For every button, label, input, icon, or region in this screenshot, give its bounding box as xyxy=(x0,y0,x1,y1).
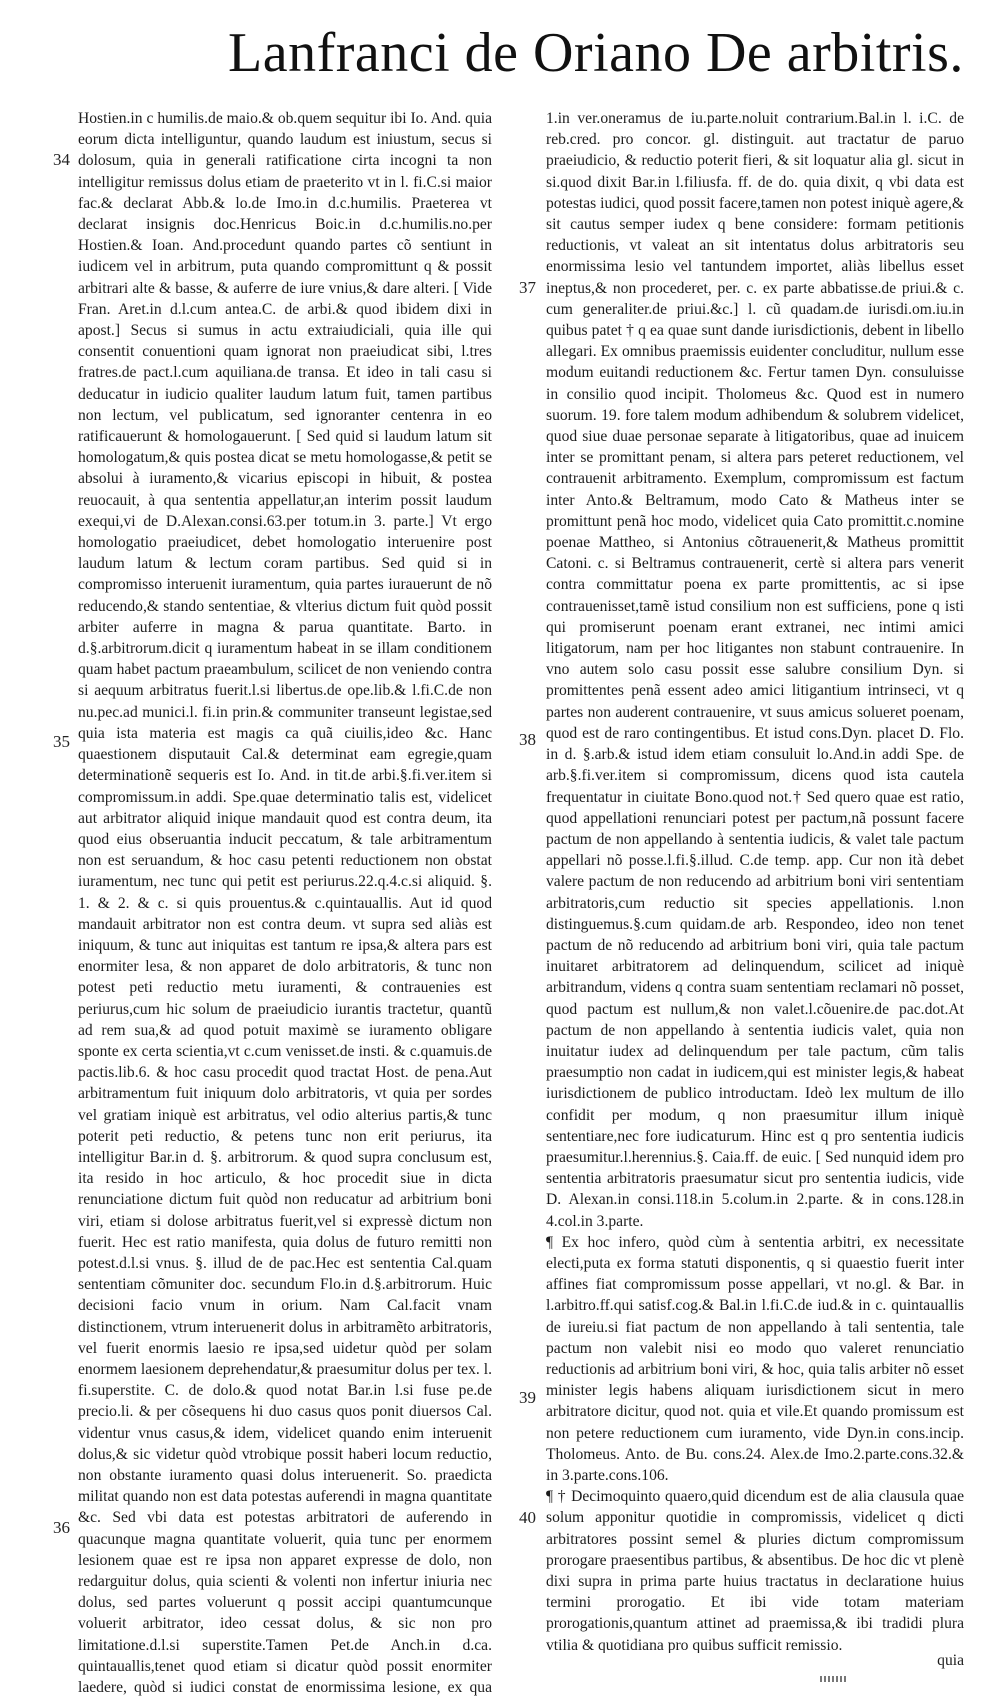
printer-ornament xyxy=(820,1676,848,1682)
left-paragraph: Hostien.in c humilis.de maio.& ob.quem sequitur ibi Io. And. quia eorum dicta intelliguntur, quando laudum est iniustum, secus si dolosum, quia in generali ratificatione cirta incogni ta non intelligitur remissus dolus etiam de praeterito vt in l. fi.C.si maior fac.& declarat Abb.& lo.de Imo.in d.c.humilis. Praeterea vt declarat insignis doc.Henricus Boic.in d.c.humilis.no.per Hostien.& Ioan. And.procedunt quando partes cõ sentiunt in iudicem vel in arbitrum, puta quando compromittunt q & possit arbitrari alte & basse, & auferre de iure vnius,& dare alteri. [ Vide Fran. Aret.in d.l.cum antea.C. de arbi.& quod ibidem dixi in apost.] Secus si sumus in actu extraiudiciali, quia ille qui consentit conuentioni quam ignorat non praeiudicat sibi, l.tres fratres.de pact.l.cum aquiliana.de transa. Et ideo in tali casu si deducatur in iudicio qualiter laudum latum fuit, tamen partibus non lectum, vel publicatum, sed ignoranter centenra in eo ratificauerunt & homologauerunt. [ Sed quid si laudum latum sit homologatum,& quis postea dicat se metu homologasse,& petit se absolui à iuramento,& vicarius episcopi in hibuit, & postea reuocauit, à qua sententia appellatur,an interim possit laudum exequi,vi de D.Alexan.consi.63.per totum.in 3. parte.] Vt ergo homologatio praeiudicet, debet homologatio interuenire post laudum latum & lectum coram partibus. Sed quid si in compromisso interuenit iuramentum, quia partes iurauerunt de nõ reducendo,& stando sententiae, & vlterius dictum fuit quòd possit arbiter auferre in magna & parua quantitate. Barto. in d.§.arbitrorum.dicit q iuramentum habeat in se illam conditionem quam habet pactum praeambulum, scilicet de non veniendo contra si aequum arbitratus fuerit.l.si libertus.de ope.lib.& l.fi.C.de non nu.pec.ad munici.l. fi.in prin.& communiter transeunt legistae,sed quia ista materia est magis ca quã ciuilis,ideo &c. Hanc quaestionem disputauit Cal.& determinat eam egregie,quam determinationẽ sequeris est Io. And. in tit.de arbi.§.fi.ver.item si compromissum.in addi. Spe.quae determinatio talis est, videlicet aut arbitrator aliquid inique mandauit quod est contra deum, ita quod eius obseruantia inducit peccatum, & tale arbitramentum non est seruandum, & hoc casu petenti reductionem non obstat iuramentum, nec tunc qui petit est periurus.22.q.4.c.si aliquid. §. 1. & 2. & c. si quis prouentus.& c.quintauallis. Aut id quod mandauit arbitrator non est contra deum. vt supra sed aliàs est iniquum, & tunc aut iniquitas est tantum re ipsa,& altera pars est enormiter lesa, & non apparet de dolo arbitratoris, & tunc non potest peti reductio metu iuramenti, & contrauenies est periurus,cum hic solum de praeiudicio iurantis tractetur, quantũ ad rem sua,& ad quod potuit maximè se iuramento obligare sponte ex certa scientia,vt c.cum venisset.de insti. & c.quamuis.de pactis.lib.6. & hoc casu procedit quod tractat Host. de pena.Aut arbitramentum fuit iniquum dolo arbitratoris, vt quia per sordes vel gratiam iniquè est arbitratus, vel odio alterius partis,& tunc poterit peti reductio, & petens tunc non erit periurus, ita intelligitur Bar.in d. §. arbitrorum. & quod supra conclusum est, ita resido in hoc articulo, & hoc procedit siue in dicta renunciatione dictum fuit quòd non reducatur ad arbitrium boni viri, etiam si dolose arbitratus fuerit,vel si expressè dictum non fuerit. Hec est ratio manifesta, quia dolus de futuro remitti non potest.d.l.si vnus. §. illud de de pac.Hec est sententia Cal.quam sententiam cõmuniter doc. secundum Flo.in d.§.arbitrorum. Huic decisioni facio vnum in orium. Nam Cal.facit vnam distinctionem, vtrum interuenerit dolus in arbitramẽto arbitratoris, vel fuerit enormis laesio re ipsa,sed uidetur quòd per solam enormem laesionem deprehendatur,& praesumitur dolus per tex. l. fi.superstite. C. de dolo.& quod notat Bar.in l.si fuse pe.de precio.li. & per cõsequens hi duo casus quos ponit diuersos Cal. videntur vnus casus,& idem, videlicet quando enim interuenit dolus,& sic videtur quòd vtrobique possit haberi locum reductio, non obstante iuramento quasi dolus interuenerit. So. praedicta militat quando non est data potestas auferendi in magna quantitate &c. Sed vbi data est potestas arbitratori de auferendo in quacunque magna quantitate voluerit, quia tunc per enormem lesionem quae est re ipsa non apparet expresse de dolo, non redarguitur dolus, quia scienti & volenti non infertur iniuria nec dolus, sed partes voluerunt q possit accipi quantumcunque voluerit arbitrator, ideo cessat dolus, & sic non pro limitatione.d.l.si superstite.Tamen Pet.de Anch.in d.ca. quintauallis,tenet quod etiam si dicatur quòd possit enormiter laedere, quòd si iudici constat de enormissima lesione, ex qua xyxy=(78,110,492,1697)
right-paragraph: ¶ † Decimoquinto quaero,quid dicendum est de alia clausula quae solum apponitur quotidie in compromissis, videlicet q dicti arbitratores possint semel & pluries dictum compromissum prorogare praesentibus partibus, & absentibus. De hoc dic vt plenè dixi supra in prima parte huius tractatus in declaratione huius termini prorogatio. Et ibi vide totam materiam prorogationis,quantum attinet ad praemissa,& ibi tradidi plura vtilia & quotidiana pro quibus sufficit remissio. xyxy=(546,1488,964,1653)
page-title: Lanfranci de Oriano De arbitris. xyxy=(228,22,964,84)
marginal-number-35: 35 xyxy=(53,732,70,751)
right-paragraph: 1.in ver.oneramus de iu.parte.noluit contrarium.Bal.in l. i.C. de reb.cred. pro concor. gl. distinguit. aut tractatur de paruo praeiudicio, & reductio poterit fieri, & sit loquatur alia gl. sicut in si.quod dixit Bar.in l.filiusfa. ff. de do. quia dixit, q vbi data est potestas iudici, quod possit facere,tamen non potest iniquè agere,& sit cautus semper iudex q bene considere: formam petitionis reductionis, vt valeat an sit intentatus dolus arbitratoris seu enormissima lesio vel tantundem importet, aliàs libellus esset ineptus,& non procederet, per. c. ex parte abbatisse.de priui.& c. cum generaliter.de priui.&c.] l. cũ quadam.de iurisdi.om.iu.in quibus patet † q ea quae sunt dande iurisdictionis, debent in libello allegari. Ex omnibus praemissis euidenter concluditur, nullum esse modum euitandi reductionem &c. Fertur tamen Dyn. consuluisse in consilio quod incipit. Tholomeus &c. Quod est in numero suorum. 19. fore talem modum adhibendum & solubrem videlicet, quod siue duae personae separate à litigatoribus, quae ad inuicem inter se promittant penam, si altera pars peteret reductionem, vel contrauenit arbitramento. Exemplum, compromissum est factum inter Anto.& Beltramum, modo Cato & Matheus inter se promittunt penã hoc modo, videlicet quia Cato promittit.c.nomine poenae Mattheo, si Antonius cõtrauenerit,& Matheus promittit Catoni. c. si Beltramus contrauenerit, certè si altera pars venerit contra committatur poena ex parte promittentis, ac si ipse contrauenisset,tamẽ istud consilium non est sufficiens, pone q isti qui promiserunt poenam erant extranei, nec intimi amici litigatorum, nam per hoc litigantes non stabunt contrauenire. In vno autem solo casu possit esse salubre consilium Dyn. si promittentes penã essent adeo amici litigantium intrinseci, vt q partes non auderent contrauenire, vt suus amicus solueret poenam, quod est de raro contingentibus. Et istud cons.Dyn. placet D. Flo. in d. §.arb.& istud idem etiam consuluit lo.And.in addi Spe. de arb.§.fi.ver.item si compromissum, dicens quod ista cautela frequentatur in ciuitate Bono.quod not.† Sed quero quae est ratio, quod appellationi renunciari potest per pactum,nã possunt facere pactum de non appellando à sententia iudicis, & valet tale pactum appellari nõ posse.l.fi.§.illud. C.de temp. app. Cur non ità debet valere pactum de non reducendo ad arbitrium boni viri sententiam arbitratoris,cum reductio sit species appellationis. l.non distinguemus.§.cum quidam.de arb. Respondeo, ideo non tenet pactum de nõ reducendo ad arbitrium boni viri, quia tale pactum inuitaret arbitratorem ad delinquendum, scilicet ad iniquè arbitrandum, videns q contra suam sententiam reclamari nõ posset, quod pactum est nullum,& non valet.l.cõuenire.de pac.dot.At pactum de non appellando à sententia iudicis valet, quia non inuitatur iudex ad delinquendum per tale pactum, cũm talis praesumptio non cadat in iudicem,qui est minister legis,& habeat iurisdictionem de publico introductam. Ideò lex multum de illo confidit per modum, q non praesumitur illum iniquè sententiare,nec fore iudicaturum. Hinc est q pro sententia iudicis praesumitur.l.herennius.§. Caia.ff. de euic. [ Sed nunquid idem pro sententia arbitratoris praesumatur sicut pro sententia iudicis, vide D. Alexan.in consi.118.in 5.colum.in 2.parte. & in cons.128.in 4.col.in 3.parte. xyxy=(546,110,964,1230)
marginal-number-34: 34 xyxy=(53,150,70,169)
right-text-column xyxy=(546,108,964,1653)
catchword: quia xyxy=(937,1652,964,1669)
left-text-column xyxy=(78,108,492,1698)
right-paragraph: ¶ Ex hoc infero, quòd cùm à sententia arbitri, ex necessitate electi,puta ex forma statuti disponentis, q si quaestio fuerit inter affines fiat compromissum posse appellari, vt no.gl. & Bar. in l.arbitro.ff.qui satisf.cog.& Bal.in l.fi.C.de iud.& in c. quintauallis de iureiu.si fiat pactum de non appellando à tali sententia, tale pactum non valebit nisi eo modo quo valeret renunciatio reductionis ad arbitrium boni viri, & hoc, quia talis arbiter nõ esset minister legis habens aliquam iurisdictionem sicut in mero arbitratore dicitur, quod not. quia et vile.Et quando promissum est non petere reductionem cum iuramento, vide Dyn.in cons.incip. Tholomeus. Anto. de Bu. cons.24. Alex.de Imo.2.parte.cons.32.& in 3.parte.cons.106. xyxy=(546,1233,964,1484)
marginal-number-37: 37 xyxy=(519,278,536,297)
marginal-number-38: 38 xyxy=(519,730,536,749)
marginal-number-40: 40 xyxy=(519,1508,536,1527)
marginal-number-36: 36 xyxy=(53,1518,70,1537)
marginal-number-39: 39 xyxy=(519,1388,536,1407)
